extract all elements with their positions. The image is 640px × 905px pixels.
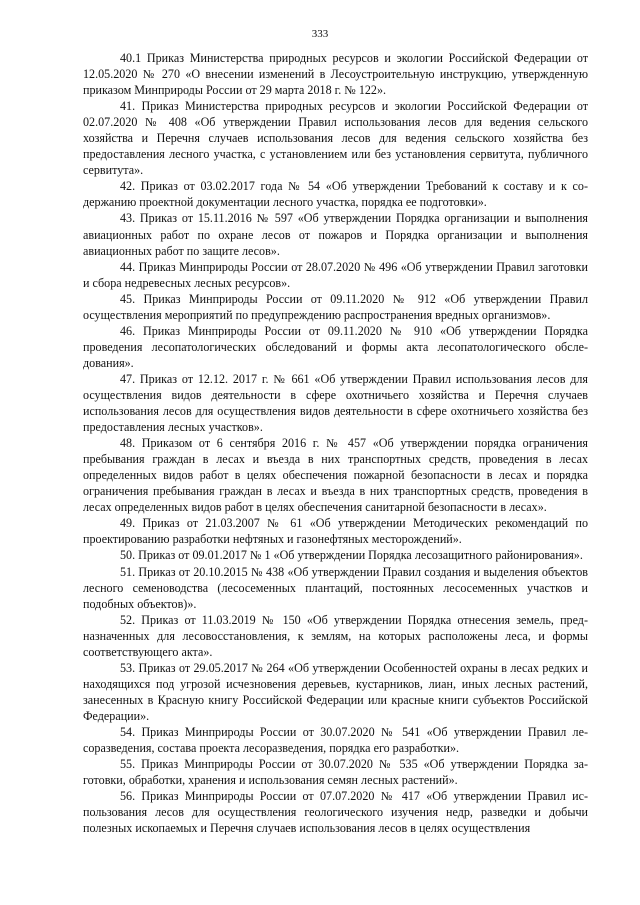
paragraph-40-1: 40.1 Приказ Министерства природных ресурсов и экологии Российской Федерации от 12.05.2020 № 270 «О внесении изменений в Лесоустроительную инструкцию, утвержденную приказом Минприроды России от 29 марта 2018 г. № 122». (83, 51, 588, 98)
paragraph-42: 42. Приказ от 03.02.2017 года № 54 «Об утверждении Требований к составу и к содержанию проектной документации лесного участка, порядка ее подготовки». (83, 179, 588, 210)
paragraph-48: 48. Приказом от 6 сентября 2016 г. № 457 «Об утверждении порядка ограничения пребывания граждан в лесах и въезда в них транспортных средств, проведения в лесах определенных видов работ в целях обеспечения пожарной безопасности в лесах и порядка ограничения пребывания граждан в лесах и въезда в них транспортных средств, проведения в лесах определенных видов работ в целях обеспечения санитарной безопасности в лесах». (83, 436, 588, 515)
paragraph-47: 47. Приказ от 12.12. 2017 г. № 661 «Об утверждении Правил использования лесов для осуществления видов деятельности в сфере охотничьего хозяйства и Перечня случаев использования лесов для осуществления видов деятельности в сфере охотничьего хозяйства без предоставления лесных участков». (83, 371, 588, 435)
paragraph-56: 56. Приказ Минприроды России от 07.07.2020 № 417 «Об утверждении Правил использования лесов для осуществления геологического изучения недр, разведки и добычи полезных ископаемых и Перечня случаев использования лесов в целях осуществления (83, 789, 588, 836)
paragraph-49: 49. Приказ от 21.03.2007 № 61 «Об утверждении Методических рекомендаций по проектированию разработки нефтяных и газонефтяных месторождений». (83, 516, 588, 547)
paragraph-54: 54. Приказ Минприроды России от 30.07.2020 № 541 «Об утверждении Правил лесоразведения, состава проекта лесоразведения, порядка его разработки». (83, 724, 588, 756)
paragraph-46: 46. Приказ Минприроды России от 09.11.2020 № 910 «Об утверждении Порядка проведения лесопатологических обследований и формы акта лесопатологического обследования». (83, 323, 588, 370)
paragraph-55: 55. Приказ Минприроды России от 30.07.2020 № 535 «Об утверждении Порядка заготовки, обработки, хранения и использования семян лесных растений». (83, 757, 588, 788)
body-text (83, 50, 588, 836)
paragraph-50: 50. Приказ от 09.01.2017 № 1 «Об утверждении Порядка лесозащитного районирования». (120, 548, 583, 563)
paragraph-41: 41. Приказ Министерства природных ресурсов и экологии Российской Федерации от 02.07.2020 № 408 «Об утверждении Правил использования лесов для ведения сельского хозяйства и Перечня случаев использования лесов для ведения сельского хозяйства без предоставления лесного участка, с установлением или без установления сервитута, публичного сервитута». (83, 99, 588, 178)
page-number: 333 (311, 28, 329, 40)
paragraph-52: 52. Приказ от 11.03.2019 № 150 «Об утверждении Порядка отнесения земель, предназначенных для лесовосстановления, к землям, на которых расположены леса, и формы соответствующего акта». (83, 612, 588, 659)
paragraph-51: 51. Приказ от 20.10.2015 № 438 «Об утверждении Правил создания и выделения объектов лесного семеноводства (лесосеменных плантаций, постоянных лесосеменных участков и подобных объектов)». (83, 564, 588, 611)
paragraph-44: 44. Приказ Минприроды России от 28.07.2020 № 496 «Об утверждении Правил заготовки и сбора недревесных лесных ресурсов». (83, 259, 588, 290)
paragraph-45: 45. Приказ Минприроды России от 09.11.2020 № 912 «Об утверждении Правил осуществления мероприятий по предупреждению распространения вредных организмов». (83, 291, 588, 322)
paragraph-53: 53. Приказ от 29.05.2017 № 264 «Об утверждении Особенностей охраны в лесах редких и находящихся под угрозой исчезновения деревьев, кустарников, лиан, иных лесных растений, занесенных в Красную книгу Российской Федерации или красные книги субъектов Российской Федерации». (83, 660, 588, 723)
paragraph-43: 43. Приказ от 15.11.2016 № 597 «Об утверждении Порядка организации и выполнения авиационных работ по охране лесов от пожаров и Порядка организации и выполнения авиационных работ по защите лесов». (83, 211, 588, 258)
